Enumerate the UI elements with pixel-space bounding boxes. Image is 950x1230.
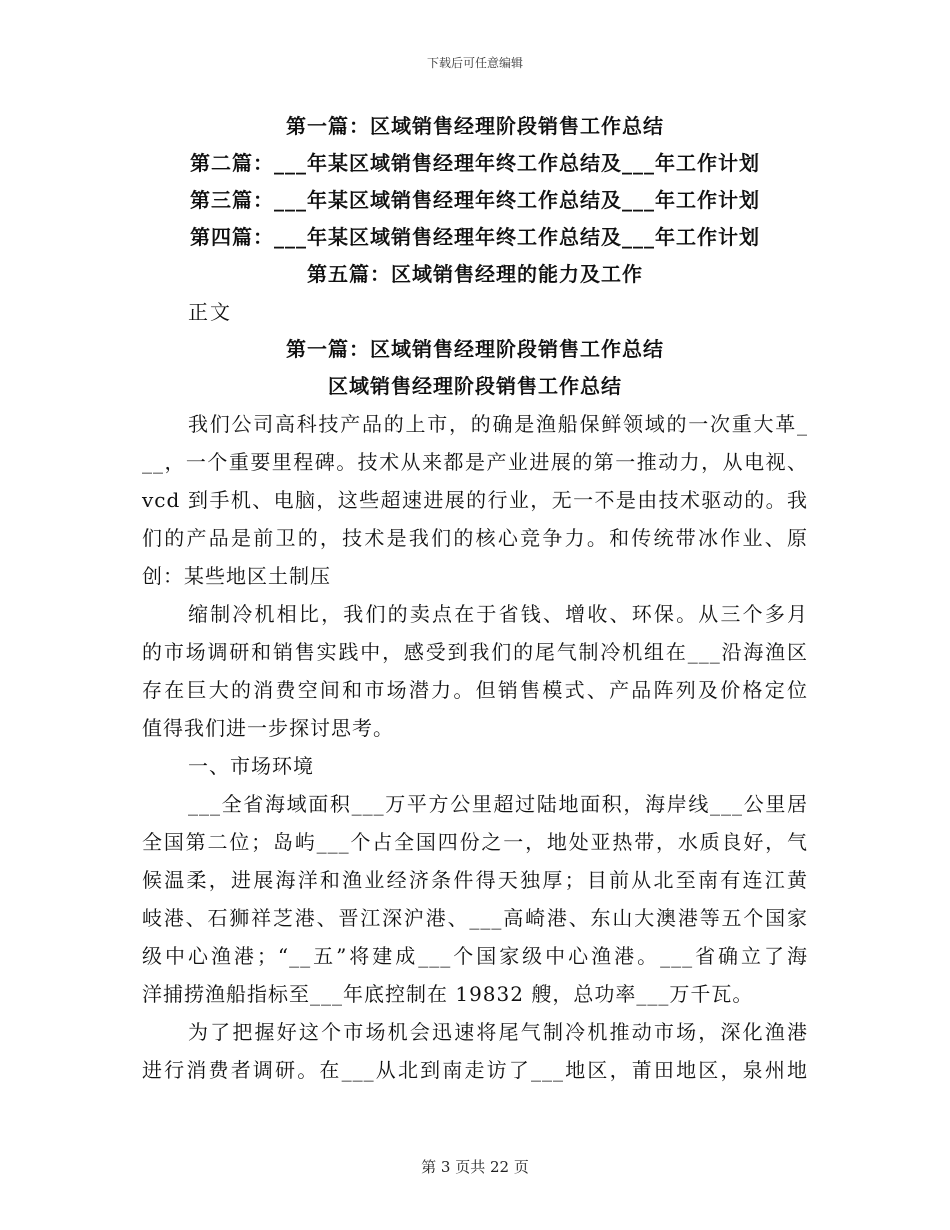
subsection-heading: 一、市场环境 (188, 754, 314, 778)
document-body (142, 108, 808, 1089)
paragraph-line: 洋捕捞渔船指标至___年底控制在 19832 艘，总功率___万千瓦。 (142, 982, 754, 1006)
article-title: 区域销售经理阶段销售工作总结 (328, 374, 622, 398)
paragraph-line: 岐港、石狮祥芝港、晋江深沪港、___高崎港、东山大澳港等五个国家 (142, 906, 808, 930)
page-footer: 第 3 页共 22 页 (421, 1158, 529, 1176)
paragraph-line: 值得我们进一步探讨思考。 (142, 716, 394, 740)
paragraph-line: 进行消费者调研。在___从北到南走访了___地区，莆田地区，泉州地 (142, 1058, 808, 1082)
paragraph-line: 候温柔，进展海洋和渔业经济条件得天独厚；目前从北至南有连江黄 (142, 868, 808, 892)
page-header: 下载后可任意编辑 (426, 56, 523, 70)
paragraph-line: __，一个重要里程碑。技术从来都是产业进展的第一推动力，从电视、 (142, 450, 808, 474)
toc-item-5: 第五篇：区域销售经理的能力及工作 (307, 262, 643, 286)
paragraph-line: 创：某些地区土制压 (142, 564, 331, 588)
paragraph-line: 级中心渔港；“__五”将建成___个国家级中心渔港。___省确立了海 (142, 944, 808, 968)
toc-item-4: 第四篇：___年某区域销售经理年终工作总结及___年工作计划 (190, 225, 760, 249)
paragraph-line: ___全省海域面积___万平方公里超过陆地面积，海岸线___公里居 (188, 792, 808, 816)
toc-item-3: 第三篇：___年某区域销售经理年终工作总结及___年工作计划 (190, 188, 760, 212)
paragraph-line: 全国第二位；岛屿___个占全国四份之一，地处亚热带，水质良好，气 (142, 830, 808, 854)
body-label: 正文 (188, 300, 232, 324)
toc-item-1: 第一篇：区域销售经理阶段销售工作总结 (286, 114, 664, 138)
paragraph-line: 存在巨大的消费空间和市场潜力。但销售模式、产品阵列及价格定位 (142, 678, 808, 702)
paragraph-line: 们的产品是前卫的，技术是我们的核心竞争力。和传统带冰作业、原 (142, 526, 808, 550)
paragraph-line: 为了把握好这个市场机会迅速将尾气制冷机推动市场，深化渔港 (188, 1020, 808, 1044)
paragraph-line: vcd 到手机、电脑，这些超速进展的行业，无一不是由技术驱动的。我 (142, 488, 808, 512)
paragraph-line: 的市场调研和销售实践中，感受到我们的尾气制冷机组在___沿海渔区 (142, 640, 808, 664)
paragraph-line: 我们公司高科技产品的上市，的确是渔船保鲜领域的一次重大革_ (188, 412, 808, 436)
paragraph-line: 缩制冷机相比，我们的卖点在于省钱、增收、环保。从三个多月 (188, 602, 808, 626)
toc-item-2: 第二篇：___年某区域销售经理年终工作总结及___年工作计划 (190, 151, 760, 175)
section-title: 第一篇：区域销售经理阶段销售工作总结 (286, 337, 664, 361)
